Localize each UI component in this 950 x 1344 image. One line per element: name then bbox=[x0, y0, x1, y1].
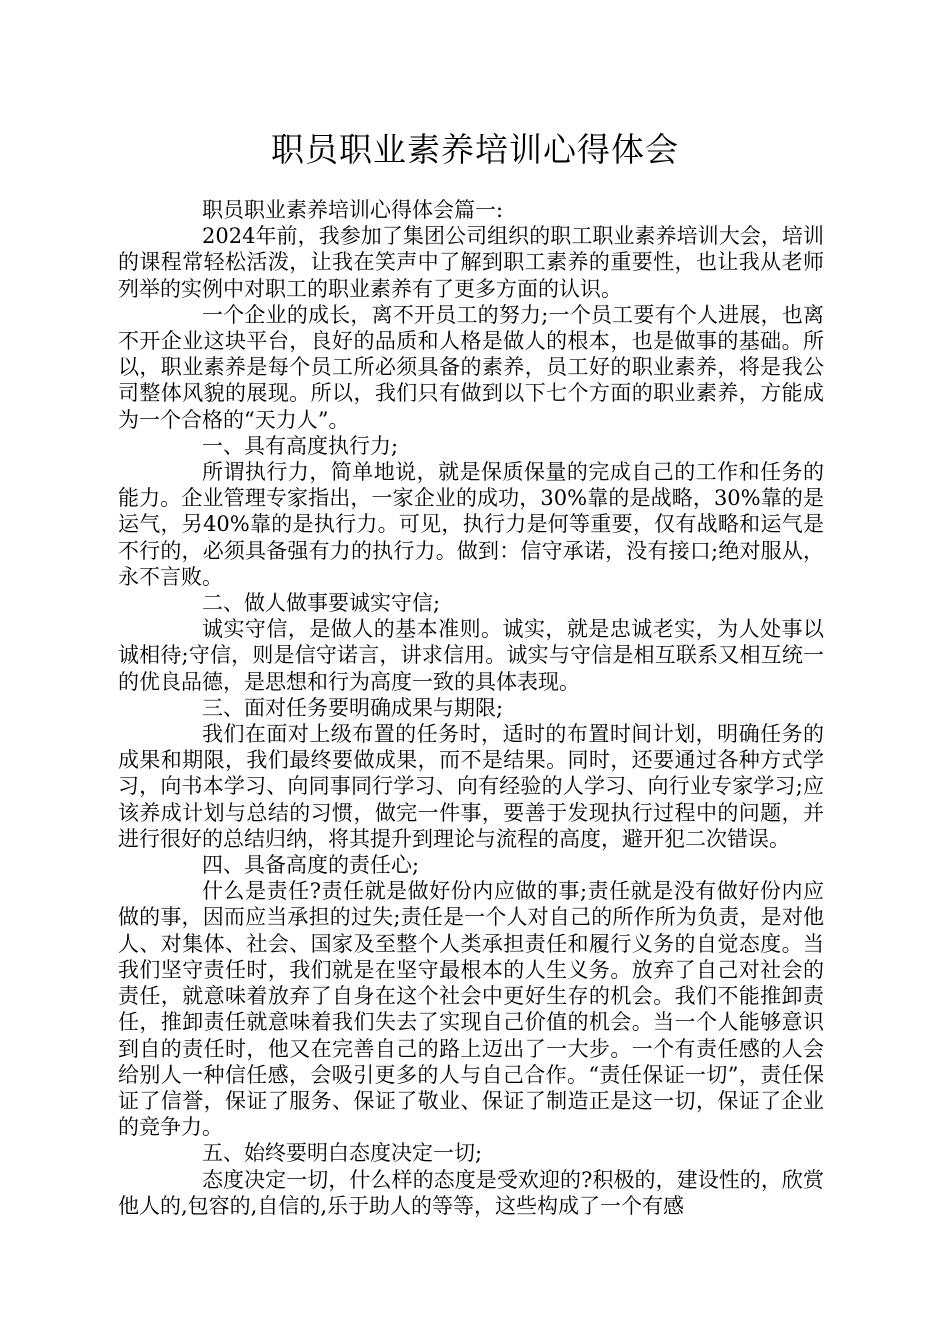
section-heading-responsibility: 四、具备高度的责任心; bbox=[202, 853, 420, 878]
paragraph-attitude: 态度决定一切，什么样的态度是受欢迎的?积极的，建设性的，欣赏他人的,包容的,自信的,乐于助人的等等，这些构成了一个有感 bbox=[118, 1167, 824, 1218]
document-title: 职员职业素养培训心得体会 bbox=[271, 130, 679, 169]
section-heading-integrity: 二、做人做事要诚实守信; bbox=[202, 591, 441, 616]
paragraph-responsibility: 什么是责任?责任就是做好份内应做的事;责任就是没有做好份内应做的事，因而应当承担的过失;责任是一个人对自己的所作所为负责，是对他人、对集体、社会、国家及至整个人类承担责任和履行义务的自觉态度。当我们坚守责任时，我们就是在坚守最根本的人生义务。放弃了自己对社会的责任，就意味着放弃了自身在这个社会中更好生存的机会。我们不能推卸责任，推卸责任就意味着我们失去了实现自己价值的机会。当一个人能够意识到自的责任时，他又在完善自己的路上迈出了一大步。一个有责任感的人会给别人一种信任感，会吸引更多的人与自己合作。“责任保证一切”，责任保证了信誉，保证了服务、保证了敬业、保证了制造正是这一切，保证了企业的竞争力。 bbox=[118, 879, 824, 1140]
paragraph-intro: 2024年前，我参加了集团公司组织的职工职业素养培训大会，培训的课程常轻松活泼，让我在笑声中了解到职工素养的重要性，也让我从老师列举的实例中对职工的职业素养有了更多方面的认识。 bbox=[118, 224, 824, 301]
section-heading-execution: 一、具有高度执行力; bbox=[202, 433, 399, 458]
document-body bbox=[118, 197, 824, 1219]
paragraph-results-deadlines: 我们在面对上级布置的任务时，适时的布置时间计划，明确任务的成果和期限，我们最终要做成果，而不是结果。同时，还要通过各种方式学习，向书本学习、向同事同行学习、向有经验的人学习、向行业专家学习;应该养成计划与总结的习惯，做完一件事，要善于发现执行过程中的问题，并进行很好的总结归纳，将其提升到理论与流程的高度，避开犯二次错误。 bbox=[118, 722, 824, 851]
section-heading-attitude: 五、始终要明白态度决定一切; bbox=[202, 1141, 483, 1166]
paragraph-execution: 所谓执行力，简单地说，就是保质保量的完成自己的工作和任务的能力。企业管理专家指出，一家企业的成功，30%靠的是战略，30%靠的是运气，另40%靠的是执行力。可见，执行力是何等重要，仅有战略和运气是不行的，必须具备强有力的执行力。做到：信守承诺，没有接口;绝对服从，永不言败。 bbox=[118, 460, 824, 589]
paragraph-enterprise-growth: 一个企业的成长，离不开员工的努力;一个员工要有个人进展，也离不开企业这块平台，良好的品质和人格是做人的根本，也是做事的基础。所以，职业素养是每个员工所必须具备的素养，员工好的职业素养，将是我公司整体风貌的展现。所以，我们只有做到以下七个方面的职业素养，方能成为一个合格的“天力人”。 bbox=[118, 302, 824, 432]
paragraph-heading-part-one: 职员职业素养培训心得体会篇一: bbox=[202, 198, 504, 222]
paragraph-integrity: 诚实守信，是做人的基本准则。诚实，就是忠诚老实，为人处事以诚相待;守信，则是信守诺言，讲求信用。诚实与守信是相互联系又相互统一的优良品德，是思想和行为高度一致的具体表现。 bbox=[118, 617, 824, 694]
section-heading-results-deadlines: 三、面对任务要明确成果与期限; bbox=[202, 695, 504, 720]
